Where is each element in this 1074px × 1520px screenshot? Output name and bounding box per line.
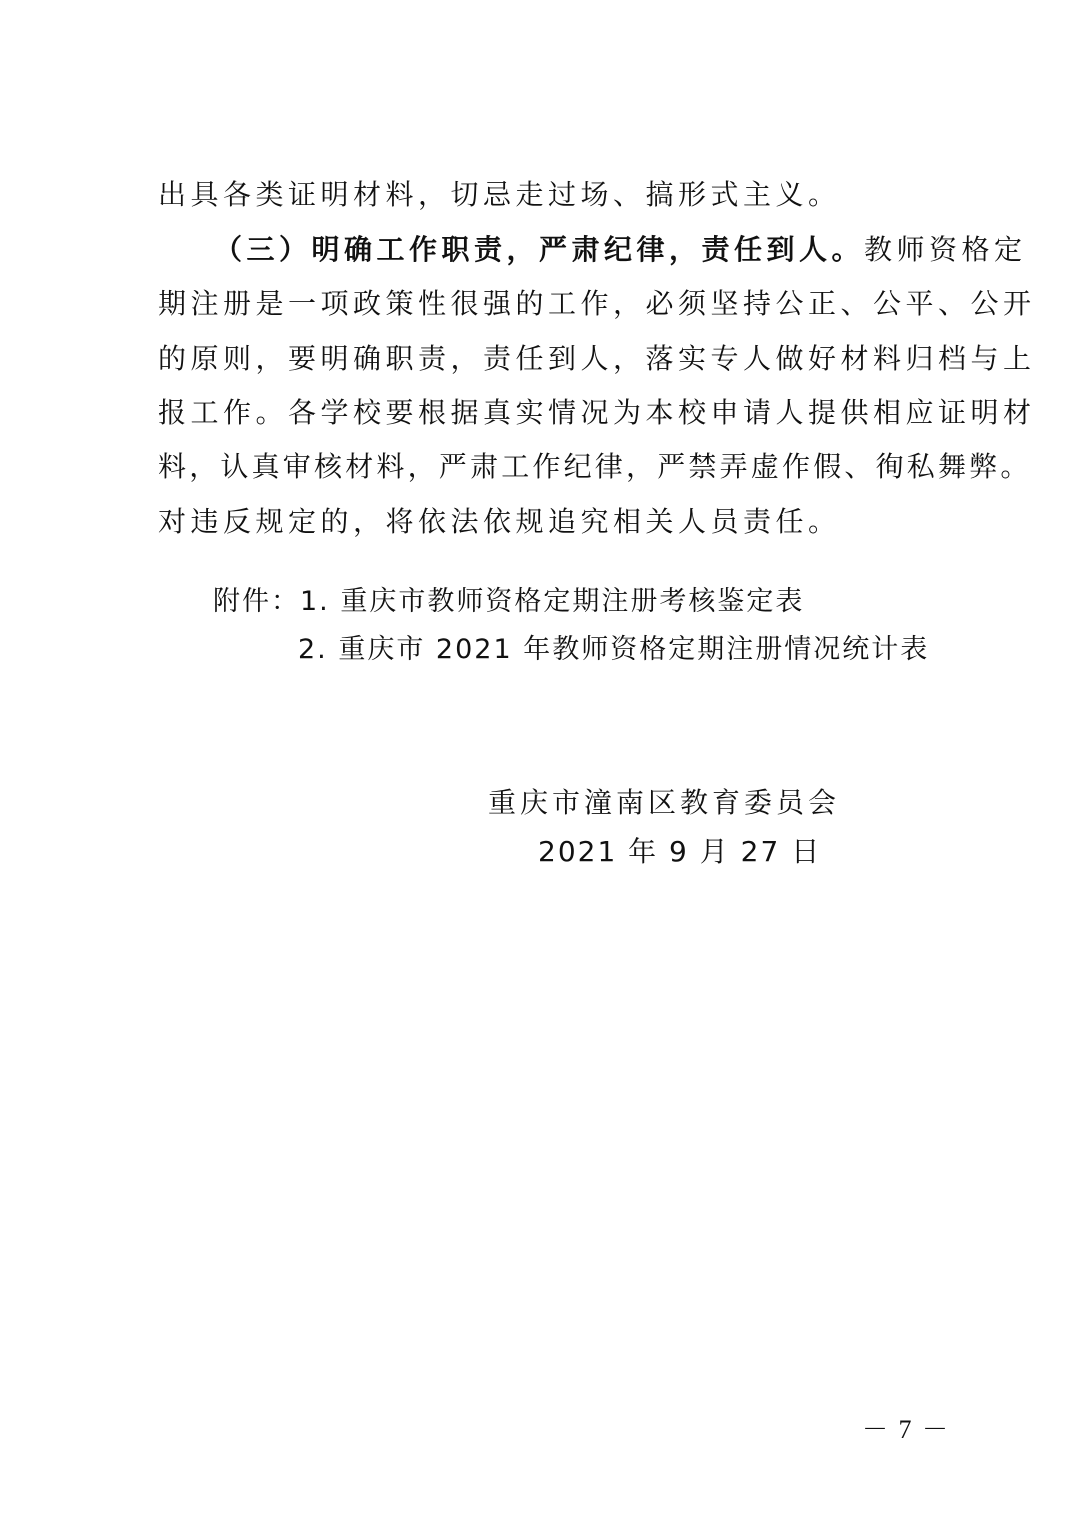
issue-date: 2021 年 9 月 27 日	[538, 835, 822, 868]
attachment-item-text: 1. 重庆市教师资格定期注册考核鉴定表	[300, 586, 805, 617]
section-paragraph-start	[158, 232, 1027, 268]
section-heading: （三）明确工作职责，严肃纪律，责任到人。	[214, 233, 865, 266]
body-text-line: 出具各类证明材料，切忌走过场、搞形式主义。	[158, 178, 841, 211]
attachment-item-2: 2. 重庆市 2021 年教师资格定期注册情况统计表	[298, 634, 930, 665]
body-text-line: 对违反规定的，将依法依规追究相关人员责任。	[158, 505, 841, 538]
body-text-line: 的原则，要明确职责，责任到人，落实专人做好材料归档与上	[158, 342, 1036, 375]
body-text-line: 期注册是一项政策性很强的工作，必须坚持公正、公平、公开	[158, 287, 1036, 320]
attachment-item-1	[213, 584, 804, 620]
issuing-organization: 重庆市潼南区教育委员会	[488, 786, 841, 819]
body-text-line: 报工作。各学校要根据真实情况为本校申请人提供相应证明材	[158, 396, 1036, 429]
attachment-label: 附件：	[213, 586, 300, 617]
body-text-line: 料，认真审核材料，严肃工作纪律，严禁弄虚作假、徇私舞弊。	[158, 450, 1032, 483]
page-number: － 7 －	[862, 1415, 951, 1444]
body-text-segment: 教师资格定	[864, 233, 1027, 266]
